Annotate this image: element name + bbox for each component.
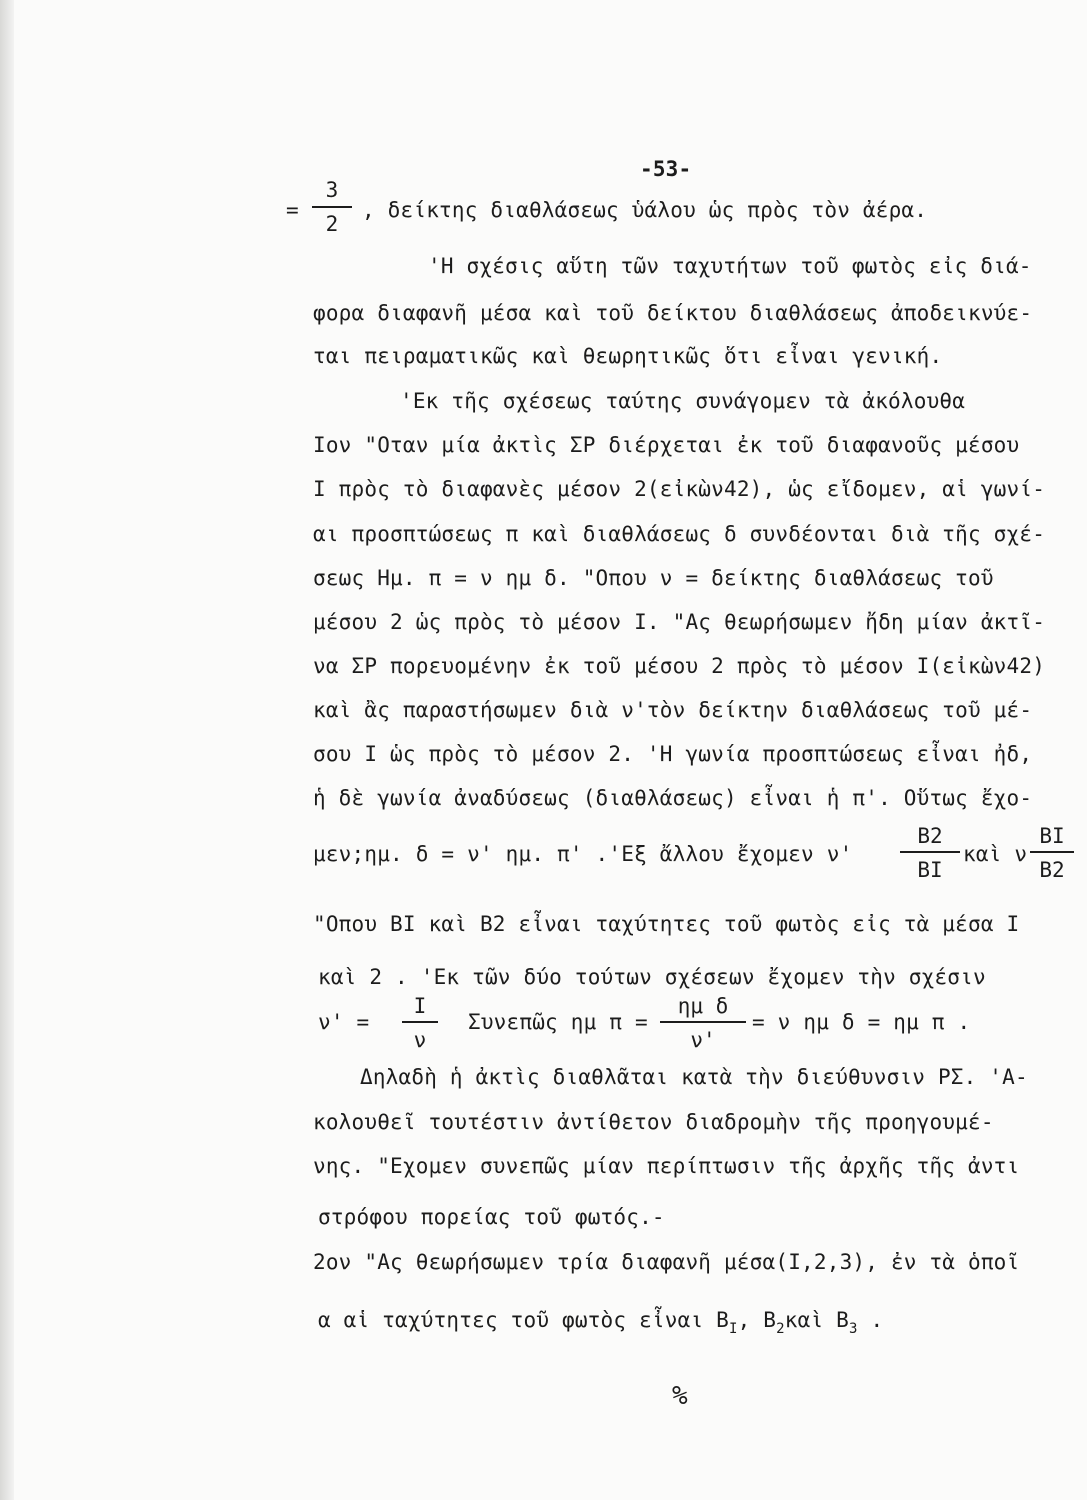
eq1-text: , δείκτης διαθλάσεως ὑάλου ὡς πρὸς τὸν ἀέρα. bbox=[362, 198, 928, 222]
text-line: νης. "Εχομεν συνεπῶς μίαν περίπτωσιν τῆς ἀρχῆς τῆς ἀντι bbox=[313, 1154, 1020, 1178]
text-line: στρόφου πορείας τοῦ φωτός.- bbox=[318, 1205, 665, 1229]
page-number: -53- bbox=[640, 157, 692, 181]
last-line-mid2: καὶ Β bbox=[784, 1308, 850, 1332]
text-line: κολουθεῖ τουτέστιν ἀντίθετον διαδρομὴν τῆς προηγουμέ- bbox=[313, 1110, 994, 1134]
eq2-frac1-bar bbox=[900, 851, 960, 853]
eq3-frac1-numerator: I bbox=[413, 994, 427, 1018]
eq1-prefix: = bbox=[286, 198, 299, 222]
eq1-denominator: 2 bbox=[325, 212, 339, 236]
text-line: "Οπου ΒΙ καὶ Β2 εἶναι ταχύτητες τοῦ φωτὸς εἰς τὰ μέσα Ι bbox=[313, 912, 1020, 936]
text-line: Δηλαδὴ ἡ ἀκτὶς διαθλᾶται κατὰ τὴν διεύθυνσιν ΡΣ. 'Α- bbox=[360, 1065, 1028, 1089]
subscript-1: Ι bbox=[728, 1321, 738, 1337]
eq2-text: μεν;ημ. δ = ν' ημ. π' .'Εξ ἄλλου ἔχομεν ν' bbox=[313, 842, 853, 866]
eq3-mid: Συνεπῶς ημ π = bbox=[468, 1010, 648, 1034]
eq1-fraction-bar bbox=[312, 206, 352, 208]
eq2-frac2-numerator: BI bbox=[1039, 824, 1065, 848]
eq3-frac2-numerator: ημ δ bbox=[677, 994, 729, 1018]
eq3-tail: = ν ημ δ = ημ π . bbox=[752, 1010, 971, 1034]
text-line: μέσου 2 ὡς πρὸς τὸ μέσον Ι. "Ας θεωρήσωμεν ἤδη μίαν ἀκτῖ- bbox=[313, 610, 1046, 634]
last-line-mid1: , Β bbox=[737, 1308, 777, 1332]
text-line: σου Ι ὡς πρὸς τὸ μέσον 2. 'Η γωνία προσπτώσεως εἶναι ἠδ, bbox=[313, 742, 1033, 766]
subscript-2: 2 bbox=[776, 1321, 785, 1337]
eq3-frac1-bar bbox=[402, 1021, 438, 1023]
text-line: φορα διαφανῆ μέσα καὶ τοῦ δείκτου διαθλάσεως ἀποδεικνύε- bbox=[313, 301, 1033, 325]
footer-mark: % bbox=[672, 1381, 688, 1411]
eq3-lhs: ν' = bbox=[318, 1010, 370, 1034]
eq3-frac2-denominator: ν' bbox=[690, 1028, 716, 1052]
eq3-frac1-denominator: ν bbox=[413, 1028, 427, 1052]
text-line: 'Η σχέσις αὕτη τῶν ταχυτήτων τοῦ φωτὸς εἰς διά- bbox=[428, 254, 1032, 278]
last-line-text: α αἱ ταχύτητες τοῦ φωτὸς εἶναι Β bbox=[318, 1308, 729, 1332]
text-line: αι προσπτώσεως π καὶ διαθλάσεως δ συνδέονται διὰ τῆς σχέ- bbox=[313, 522, 1046, 546]
text-line: να ΣΡ πορευομένην ἐκ τοῦ μέσου 2 πρὸς τὸ μέσον Ι(εἰκὼν42) bbox=[313, 654, 1046, 678]
text-line-last bbox=[318, 1308, 883, 1341]
eq2-mid: καὶ ν bbox=[963, 842, 1028, 866]
text-line: ἡ δὲ γωνία ἀναδύσεως (διαθλάσεως) εἶναι ἡ π'. Οὕτως ἔχο- bbox=[313, 786, 1033, 810]
text-line: Ιον "Οταν μία ἀκτὶς ΣΡ διέρχεται ἐκ τοῦ διαφανοῦς μέσου bbox=[313, 433, 1020, 457]
eq3-frac2-bar bbox=[660, 1021, 746, 1023]
text-line: 'Εκ τῆς σχέσεως ταύτης συνάγομεν τὰ ἀκόλουθα bbox=[400, 389, 966, 413]
text-line: καὶ ἂς παραστήσωμεν διὰ ν'τὸν δείκτην διαθλάσεως τοῦ μέ- bbox=[313, 698, 1033, 722]
eq2-frac1-denominator: BI bbox=[917, 858, 943, 882]
eq2-frac2-bar bbox=[1030, 851, 1074, 853]
last-line-end: . bbox=[857, 1308, 884, 1332]
eq2-frac2-denominator: B2 bbox=[1039, 858, 1065, 882]
text-line: ται πειραματικῶς καὶ θεωρητικῶς ὅτι εἶναι γενική. bbox=[313, 344, 943, 368]
text-line: καὶ 2 . 'Εκ τῶν δύο τούτων σχέσεων ἔχομεν τὴν σχέσιν bbox=[318, 965, 986, 989]
eq2-frac1-numerator: B2 bbox=[917, 824, 943, 848]
text-line: σεως Ημ. π = ν ημ δ. "Οπου ν = δείκτης διαθλάσεως τοῦ bbox=[313, 566, 994, 590]
eq1-numerator: 3 bbox=[325, 178, 339, 202]
text-line: Ι πρὸς τὸ διαφανὲς μέσον 2(εἰκὼν42), ὡς εἴδομεν, αἱ γωνί- bbox=[313, 477, 1046, 501]
text-line: 2ον "Ας θεωρήσωμεν τρία διαφανῆ μέσα(Ι,2,3), ἐν τὰ ὁποῖ bbox=[313, 1250, 1020, 1274]
subscript-3: 3 bbox=[849, 1321, 858, 1337]
